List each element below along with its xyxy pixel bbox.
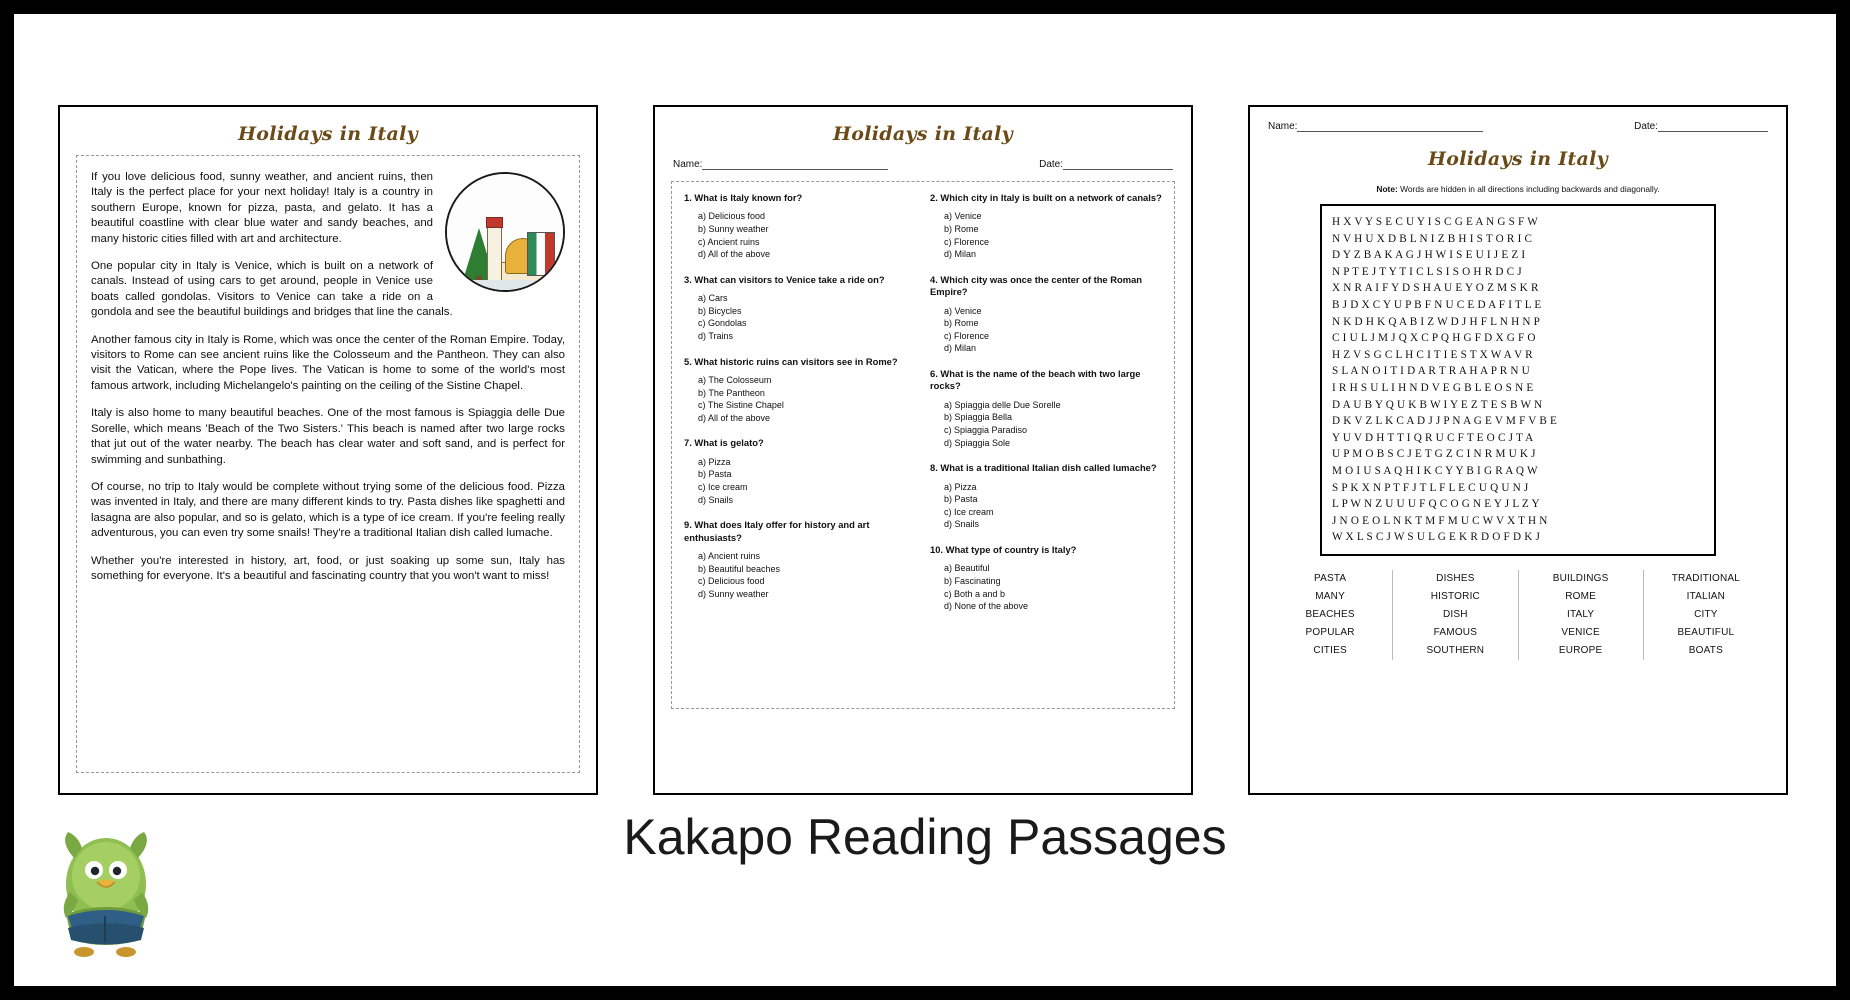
wordsearch-row: N V H U X D B L N I Z B H I S T O R I C xyxy=(1332,232,1533,245)
word-bank-item: BUILDINGS xyxy=(1552,572,1609,584)
wordsearch-grid[interactable] xyxy=(1320,204,1716,556)
question-option[interactable]: b) Beautiful beaches xyxy=(698,563,781,574)
word-bank-item: CITIES xyxy=(1313,644,1347,656)
word-bank-item: ROME xyxy=(1565,590,1597,602)
question-text: 3. What can visitors to Venice take a ride on? xyxy=(684,273,885,285)
question-option[interactable]: c) Spiaggia Paradiso xyxy=(944,424,1028,435)
wordsearch-row: S P K X N P T F J T L F L E C U Q U N J xyxy=(1332,481,1529,494)
question-item xyxy=(930,544,1162,613)
question-text: 10. What type of country is Italy? xyxy=(930,543,1077,555)
question-option[interactable]: d) Trains xyxy=(698,330,734,341)
question-option[interactable]: c) Ice cream xyxy=(698,481,748,492)
questions-sheet xyxy=(653,105,1193,795)
question-option[interactable]: a) Pizza xyxy=(698,456,731,467)
passage-title: Holidays in Italy xyxy=(238,123,418,145)
question-item xyxy=(930,462,1162,531)
question-item xyxy=(684,192,916,261)
word-bank-item: EUROPE xyxy=(1558,644,1603,656)
question-item xyxy=(930,192,1162,261)
wordsearch-row: M O I U S A Q H I K C Y Y B I G R A Q W xyxy=(1332,464,1538,477)
question-option[interactable]: c) Ancient ruins xyxy=(698,236,760,247)
word-bank-column xyxy=(1518,570,1643,660)
question-option[interactable]: d) Snails xyxy=(944,519,980,530)
passage-body xyxy=(76,155,580,773)
question-option[interactable]: d) Sunny weather xyxy=(698,588,769,599)
word-bank-item: HISTORIC xyxy=(1430,590,1480,602)
passage-paragraph: One popular city in Italy is Venice, which is built on a network of canals. Instead of using cars to get around, people in Venice use boats called gondolas. Visitors to Venice can take a ride on a gondola and see the beautiful buildings and bridges that line the canals. xyxy=(91,260,453,319)
word-bank-item: SOUTHERN xyxy=(1426,644,1485,656)
name-label: Name: xyxy=(673,159,703,170)
word-bank-item: FAMOUS xyxy=(1433,626,1478,638)
question-option[interactable]: c) Florence xyxy=(944,330,990,341)
question-option[interactable]: d) Spiaggia Sole xyxy=(944,437,1011,448)
question-text: 8. What is a traditional Italian dish called lumache? xyxy=(930,462,1157,474)
wordsearch-row: L P W N Z U U U F Q C O G N E Y J L Z Y xyxy=(1332,498,1540,511)
question-option[interactable]: a) Ancient ruins xyxy=(698,550,761,561)
italy-landmarks-illustration xyxy=(445,172,565,292)
wordsearch-row: Y U V D H T T I Q R U C F T E O C J T A xyxy=(1332,431,1534,444)
question-item xyxy=(684,356,916,425)
question-item xyxy=(684,437,916,506)
wordsearch-row: H Z V S G C L H C I T I E S T X W A V R xyxy=(1332,348,1533,361)
questions-right-column xyxy=(930,192,1162,698)
name-field[interactable] xyxy=(673,159,888,170)
name-label: Name: xyxy=(1268,121,1298,132)
wordsearch-row: B J D X C Y U P B F N U C E D A F I T L E xyxy=(1332,298,1542,311)
question-option[interactable]: a) Beautiful xyxy=(944,563,990,574)
question-option[interactable]: a) Pizza xyxy=(944,481,977,492)
wordsearch-row: D K V Z L K C A D J J P N A G E V M F V B E xyxy=(1332,415,1558,428)
question-option[interactable]: a) Venice xyxy=(944,211,982,222)
wordsearch-note-text: Words are hidden in all directions including backwards and diagonally. xyxy=(1400,184,1660,194)
question-option[interactable]: b) Sunny weather xyxy=(698,224,769,234)
question-option[interactable]: d) All of the above xyxy=(698,412,771,423)
passage-paragraph: Whether you're interested in history, art, food, or just soaking up some sun, Italy has something for everyone. It's a beautiful and fascinating country that you won't want to miss! xyxy=(91,554,565,582)
questions-left-column xyxy=(684,192,916,698)
date-input-line[interactable] xyxy=(1658,121,1768,132)
wordsearch-row: H X V Y S E C U Y I S C G E A N G S F W xyxy=(1332,216,1538,228)
question-option[interactable]: a) Venice xyxy=(944,305,982,316)
date-label: Date: xyxy=(1039,159,1063,170)
passage-paragraph: Of course, no trip to Italy would be complete without trying some of the delicious food. Pizza was invented in Italy, and there are many different kinds to try. Pasta dishes like spaghetti and lasagna are also popular, and so is gelato, which is a type of ice cream. If you're feeling really adventurous, you can even try some snails! They're a traditional Italian dish called lumache. xyxy=(91,480,565,540)
question-option[interactable]: b) Pasta xyxy=(698,469,732,480)
name-input-line[interactable] xyxy=(702,159,888,170)
question-item xyxy=(684,274,916,343)
word-bank-item: DISHES xyxy=(1436,572,1475,584)
question-option[interactable]: a) Cars xyxy=(698,293,728,304)
wordsearch-note-label: Note: xyxy=(1376,184,1398,194)
passage-paragraph: Another famous city in Italy is Rome, which was once the center of the Roman Empire. Today, visitors to Rome can see ancient ruins like the Colosseum and the Pantheon. They can also visit the Vatican, where the Pope lives. The Vatican is home to some of the world's most famous artwork, including Michelangelo's painting on the ceiling of the Sistine Chapel. xyxy=(91,333,565,392)
passage-paragraph: Italy is also home to many beautiful beaches. One of the most famous is Spiaggia delle Due Sorelle, which means 'Beach of the Two Sisters.' This beach is named after two large rocks that jut out of the water nearby. The beach has clear water and soft sand, and is perfect for swimming and sunbathing. xyxy=(91,407,565,466)
passage-paragraph: If you love delicious food, sunny weather, and ancient ruins, then Italy is the perfect place for your next holiday! Italy is a country in southern Europe, known for pizza, pasta, and gelato. It has a beautiful coastline with clear blue water and sandy beaches, and many historic cities filled with art and architecture. xyxy=(91,171,433,245)
wordsearch-row: D Y Z B A K A G J H W I S E U I J E Z I xyxy=(1332,249,1526,262)
question-option[interactable]: b) Rome xyxy=(944,224,979,234)
reading-passage-sheet xyxy=(58,105,598,795)
date-field[interactable] xyxy=(1634,121,1768,132)
question-text: 7. What is gelato? xyxy=(684,437,764,449)
question-text: 4. Which city was once the center of the Roman Empire? xyxy=(930,273,1143,298)
question-option[interactable]: d) Milan xyxy=(944,343,977,354)
question-option[interactable]: a) Spiaggia delle Due Sorelle xyxy=(944,399,1061,410)
name-input-line[interactable] xyxy=(1297,121,1483,132)
name-date-row xyxy=(1268,121,1768,132)
wordsearch-sheet xyxy=(1248,105,1788,795)
question-text: 6. What is the name of the beach with two large rocks? xyxy=(930,367,1141,392)
question-text: 5. What historic ruins can visitors see in Rome? xyxy=(684,355,898,367)
question-option[interactable]: b) Fascinating xyxy=(944,575,1001,586)
word-bank-column xyxy=(1392,570,1517,660)
question-item xyxy=(930,368,1162,449)
question-item xyxy=(930,274,1162,355)
word-bank-item: TRADITIONAL xyxy=(1671,572,1741,584)
wordsearch-row: C I U L J M J Q X C P Q H G F D X G F O xyxy=(1332,332,1536,345)
word-bank-item: PASTA xyxy=(1313,572,1347,584)
brand-title: Kakapo Reading Passages xyxy=(623,809,1227,865)
date-label: Date: xyxy=(1634,121,1658,132)
name-date-row xyxy=(673,159,1173,170)
word-bank-item: BEACHES xyxy=(1305,608,1355,620)
wordsearch-row: N K D H K Q A B I Z W D J H F L N H N P xyxy=(1332,315,1541,328)
word-bank-item: MANY xyxy=(1315,590,1345,602)
question-text: 2. Which city in Italy is built on a network of canals? xyxy=(930,192,1162,203)
word-bank-item: ITALY xyxy=(1566,608,1595,620)
question-text: 1. What is Italy known for? xyxy=(684,192,803,203)
wordsearch-row: N P T E J T Y T I C L S I S O H R D C J xyxy=(1332,265,1522,278)
question-option[interactable]: b) Bicycles xyxy=(698,305,742,316)
question-option[interactable]: d) Snails xyxy=(698,494,734,505)
question-option[interactable]: b) Rome xyxy=(944,318,979,329)
question-option[interactable]: c) Delicious food xyxy=(698,576,765,587)
name-field[interactable] xyxy=(1268,121,1483,132)
wordsearch-row: X N R A I F Y D S H A U E Y O Z M S K R xyxy=(1332,282,1539,295)
wordsearch-row: U P M O B S C J E T G Z C I N R M U K J xyxy=(1332,448,1536,461)
questions-title: Holidays in Italy xyxy=(833,123,1013,145)
word-bank-column xyxy=(1643,570,1768,660)
wordsearch-row: I R H S U L I H N D V E G B L E O S N E xyxy=(1332,381,1534,394)
word-bank-item: ITALIAN xyxy=(1686,590,1726,602)
word-bank-item: BEAUTIFUL xyxy=(1677,626,1735,638)
date-field[interactable] xyxy=(1039,159,1173,170)
question-option[interactable]: c) The Sistine Chapel xyxy=(698,400,784,411)
questions-body xyxy=(671,181,1175,709)
question-option[interactable]: b) The Pantheon xyxy=(698,387,765,398)
wordsearch-row: D A U B Y Q U K B W I Y E Z T E S B W N xyxy=(1332,398,1543,411)
question-option[interactable]: d) None of the above xyxy=(944,601,1029,612)
question-option[interactable]: a) The Colosseum xyxy=(698,374,772,385)
kakapo-reading-icon xyxy=(48,818,178,968)
wordsearch-row: J N O E O L N K T M F M U C W V X T H N xyxy=(1332,514,1548,527)
wordsearch-word-bank xyxy=(1268,570,1768,660)
wordsearch-note xyxy=(1250,184,1786,194)
wordsearch-title: Holidays in Italy xyxy=(1428,148,1608,170)
question-option[interactable]: a) Delicious food xyxy=(698,211,766,222)
word-bank-column xyxy=(1268,570,1392,660)
question-option[interactable]: b) Spiaggia Bella xyxy=(944,412,1013,423)
question-option[interactable]: b) Pasta xyxy=(944,494,978,505)
word-bank-item: POPULAR xyxy=(1305,626,1355,638)
question-option[interactable]: d) All of the above xyxy=(698,249,771,260)
wordsearch-row: W X L S C J W S U L G E K R D O F D K J xyxy=(1332,531,1541,544)
word-bank-item: DISH xyxy=(1443,608,1468,620)
date-input-line[interactable] xyxy=(1063,159,1173,170)
question-option[interactable]: c) Gondolas xyxy=(698,318,747,329)
word-bank-item: BOATS xyxy=(1688,644,1723,656)
question-item xyxy=(684,519,916,600)
question-option[interactable]: c) Both a and b xyxy=(944,588,1006,599)
question-option[interactable]: c) Florence xyxy=(944,236,990,247)
question-option[interactable]: d) Milan xyxy=(944,249,977,260)
wordsearch-row: S L A N O I T I D A R T R A H A P R N U xyxy=(1332,365,1530,378)
question-text: 9. What does Italy offer for history and art enthusiasts? xyxy=(684,519,870,543)
question-option[interactable]: c) Ice cream xyxy=(944,506,994,517)
word-bank-item: VENICE xyxy=(1561,626,1600,638)
word-bank-item: CITY xyxy=(1694,608,1718,620)
